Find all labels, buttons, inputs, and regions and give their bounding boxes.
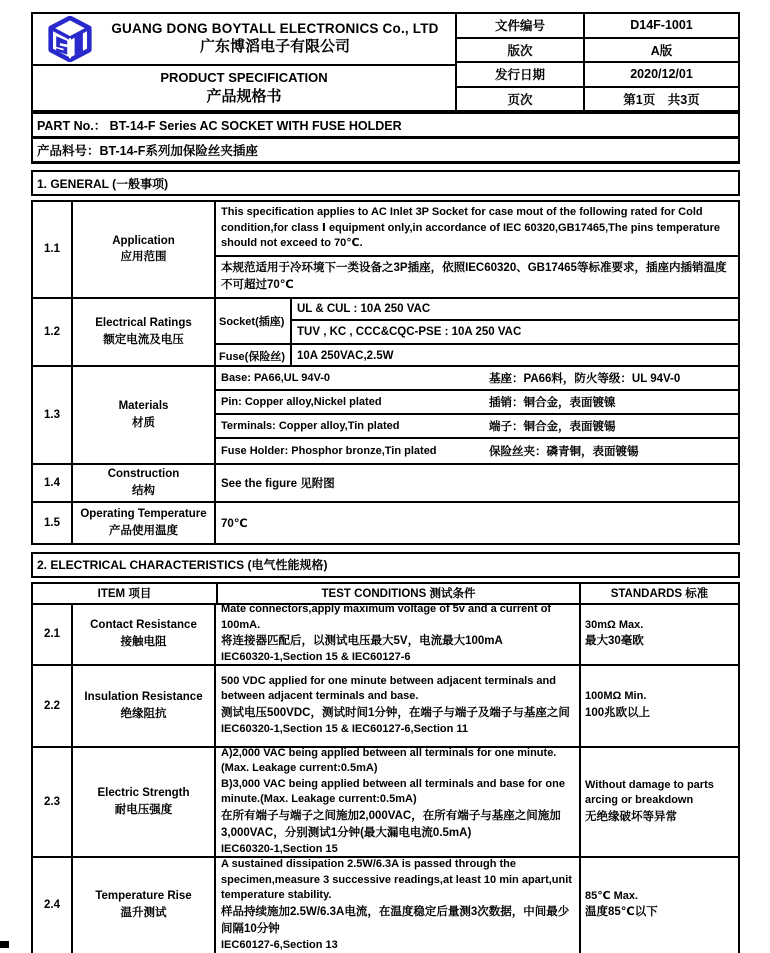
row-label-zh: 额定电流及电压 [103, 333, 184, 346]
socket-rating-tuv: TUV , KC , CCC&CQC-PSE : 10A 250 VAC [297, 325, 522, 338]
row-content [216, 202, 738, 297]
company-block [33, 14, 455, 66]
row-number: 1.3 [33, 367, 73, 463]
company-name-zh: 广东博滔电子有限公司 [199, 38, 350, 56]
condition-line: Mate connectors,apply maximum voltage of 5v and a current of 100mA. [221, 603, 552, 631]
test-conditions-cell [216, 858, 581, 953]
row-label-en: Materials [118, 399, 169, 412]
table-row-insulation-resistance [33, 666, 738, 748]
condition-line: 测试电压500VDC，测试时间1分钟，在端子与端子及端子与基座之间 [221, 706, 570, 719]
electrical-characteristics-table [31, 582, 740, 953]
header-meta-table [457, 14, 738, 110]
row-label-zh: 耐电压强度 [114, 803, 173, 816]
condition-line: A)2,000 VAC being applied between all terminals for one minute.(Max. Leakage current:0.5mA) [221, 746, 557, 775]
standards-cell [581, 748, 738, 856]
row-label [73, 465, 216, 501]
row-label-zh: 应用范围 [120, 251, 167, 264]
test-conditions-cell [216, 605, 581, 664]
material-en: Base: PA66,UL 94V-0 [221, 371, 331, 384]
standard-line: 最大30毫欧 [585, 635, 644, 648]
socket-rating-block [216, 299, 738, 345]
row-label-zh: 温升测试 [120, 907, 167, 919]
meta-row-issue-date [457, 63, 738, 88]
row-label-en: Construction [107, 467, 180, 480]
standard-line: 温度85℃以下 [585, 906, 658, 919]
standard-line: Without damage to parts arcing or breakdown [585, 778, 714, 806]
row-label-zh: 接触电阻 [120, 636, 167, 648]
meta-row-revision [457, 39, 738, 64]
table-row-construction [33, 465, 738, 503]
row-content [216, 367, 738, 463]
fuse-label: Fuse(保险丝) [216, 345, 292, 367]
standards-cell [581, 605, 738, 664]
row-number: 2.1 [33, 605, 73, 664]
document-title-zh: 产品规格书 [206, 87, 282, 105]
test-conditions-cell [216, 748, 581, 856]
row-label-zh: 材质 [132, 416, 155, 429]
part-code-row: 产品料号：BT-14-F系列加保险丝夹插座 [31, 139, 740, 164]
fuse-rating-block [216, 345, 738, 367]
meta-value-revision: A版 [650, 43, 673, 58]
condition-line: 将连接器匹配后，以测试电压最大5V，电流最大100mA [221, 635, 503, 648]
row-label [73, 858, 216, 953]
document-title [33, 66, 455, 110]
row-content [216, 299, 738, 365]
document-content [31, 12, 740, 953]
condition-line: B)3,000 VAC being applied between all terminals and base for one minute.(Max. Leakage current:0.5mA) [221, 777, 565, 806]
socket-label: Socket(插座) [216, 299, 292, 343]
company-name-en: GUANG DONG BOYTALL ELECTRONICS Co., LTD [111, 21, 439, 37]
row-label [73, 748, 216, 856]
company-name [103, 21, 455, 57]
meta-row-doc-number [457, 14, 738, 39]
row-number: 1.1 [33, 202, 73, 297]
condition-line: 样品持续施加2.5W/6.3A电流，在温度稳定后量测3次数据，中间最少间隔10分钟 [221, 905, 570, 935]
condition-line: IEC60127-6,Section 13 [221, 938, 338, 951]
socket-rating-ul: UL & CUL : 10A 250 VAC [292, 299, 738, 321]
meta-row-page [457, 88, 738, 111]
header-left [33, 14, 457, 110]
table-row-electrical-ratings [33, 299, 738, 367]
fuse-rating-value: 10A 250VAC,2.5W [297, 349, 394, 362]
standard-line: 30mΩ Max. [585, 618, 644, 631]
material-terminals [216, 415, 738, 439]
column-header-test-conditions: TEST CONDITIONS 测试条件 [218, 584, 581, 603]
row-label-en: Application [112, 234, 175, 247]
row-label-zh: 结构 [132, 484, 155, 497]
section2-title: 2. ELECTRICAL CHARACTERISTICS (电气性能规格) [31, 552, 740, 578]
standards-cell [581, 858, 738, 953]
document-header [31, 12, 740, 114]
material-zh: 基座：PA66料，防火等级：UL 94V-0 [489, 372, 681, 385]
material-en: Pin: Copper alloy,Nickel plated [221, 395, 382, 408]
standards-cell [581, 666, 738, 746]
material-zh: 插销：铜合金，表面镀镍 [489, 396, 616, 409]
condition-line: IEC60320-1,Section 15 & IEC60127-6,Section 11 [221, 722, 469, 735]
row-label-en: Temperature Rise [95, 890, 192, 903]
section1-title: 1. GENERAL (一般事项) [31, 170, 740, 196]
row-number: 2.4 [33, 858, 73, 953]
row-label [73, 605, 216, 664]
test-conditions-cell [216, 666, 581, 746]
standard-line: 85℃ Max. [585, 889, 639, 902]
condition-line: IEC60320-1,Section 15 & IEC60127-6 [221, 651, 411, 664]
condition-line: IEC60320-1,Section 15 [221, 842, 338, 855]
material-pin [216, 391, 738, 415]
row-label-en: Operating Temperature [80, 507, 207, 520]
material-en: Terminals: Copper alloy,Tin plated [221, 419, 400, 432]
table-row-contact-resistance [33, 605, 738, 666]
table-row-operating-temperature [33, 503, 738, 543]
socket-values [292, 299, 738, 343]
row-number: 1.5 [33, 503, 73, 543]
row-label-en: Insulation Resistance [84, 690, 203, 703]
material-zh: 保险丝夹：磷青铜，表面镀锡 [489, 445, 639, 458]
row-label-zh: 产品使用温度 [109, 524, 178, 537]
meta-label: 发行日期 [457, 63, 585, 86]
application-text-en: This specification applies to AC Inlet 3P Socket for case mout of the following rated for Cold condition,for class Ⅰ equipment only,in accordance of IEC 60320,GB17465,The pins temperature should not exceed to 70℃. [216, 202, 738, 257]
general-table [31, 200, 740, 545]
row-label [73, 202, 216, 297]
table-row-temperature-rise [33, 858, 738, 953]
condition-line: 500 VDC applied for one minute between adjacent terminals and between adjacent terminals and base. [221, 674, 556, 703]
meta-value-issue-date: 2020/12/01 [630, 67, 693, 82]
company-logo-icon [47, 16, 93, 62]
row-number: 1.4 [33, 465, 73, 501]
table-row-materials [33, 367, 738, 465]
row-label-en: Electric Strength [97, 786, 190, 799]
meta-value-page: 第1页 共3页 [623, 92, 700, 107]
row-number: 2.2 [33, 666, 73, 746]
meta-value-doc-number: D14F-1001 [630, 18, 693, 33]
standard-line: 100兆欧以上 [585, 706, 651, 719]
row-label [73, 367, 216, 463]
row-label [73, 666, 216, 746]
operating-temperature-text: 70℃ [221, 517, 248, 530]
meta-label: 版次 [457, 39, 585, 62]
application-text-zh: 本规范适用于冷环境下一类设备之3P插座，依照IEC60320、GB17465等标准要求，插座内插销温度不可超过70℃ [221, 261, 727, 291]
document-title-en: PRODUCT SPECIFICATION [160, 69, 328, 85]
material-en: Fuse Holder: Phosphor bronze,Tin plated [221, 444, 437, 457]
row-label-en: Electrical Ratings [95, 316, 192, 329]
row-label [73, 503, 216, 543]
material-base [216, 367, 738, 391]
row-label-en: Contact Resistance [90, 619, 197, 632]
row-content [216, 503, 738, 543]
table-row-electric-strength [33, 748, 738, 858]
table-row-application [33, 202, 738, 299]
material-fuse-holder [216, 439, 738, 463]
row-number: 2.3 [33, 748, 73, 856]
construction-text: See the figure 见附图 [221, 477, 335, 490]
column-header-item: ITEM 项目 [33, 584, 218, 603]
standard-line: 100MΩ Min. [585, 690, 647, 703]
row-number: 1.2 [33, 299, 73, 365]
row-label-zh: 绝缘阻抗 [120, 707, 167, 720]
meta-label: 页次 [457, 88, 585, 111]
material-zh: 端子：铜合金，表面镀锡 [489, 420, 616, 433]
row-content [216, 465, 738, 501]
standard-line: 无绝缘破坏等异常 [585, 810, 677, 823]
column-header-standards: STANDARDS 标准 [610, 588, 709, 600]
condition-line: 在所有端子与端子之间施加2,000VAC，在所有端子与基座之间施加3,000VAC，分别测试1分钟(最大漏电电流0.5mA) [221, 809, 561, 839]
part-number-row: PART No.： BT-14-F Series AC SOCKET WITH FUSE HOLDER [31, 114, 740, 139]
condition-line: A sustained dissipation 2.5W/6.3A is passed through the specimen,measure 3 successive readings,at least 10 min apart,unit temperature stability. [221, 858, 572, 901]
meta-label: 文件编号 [457, 14, 585, 37]
scan-artifact [0, 941, 9, 948]
row-label [73, 299, 216, 365]
